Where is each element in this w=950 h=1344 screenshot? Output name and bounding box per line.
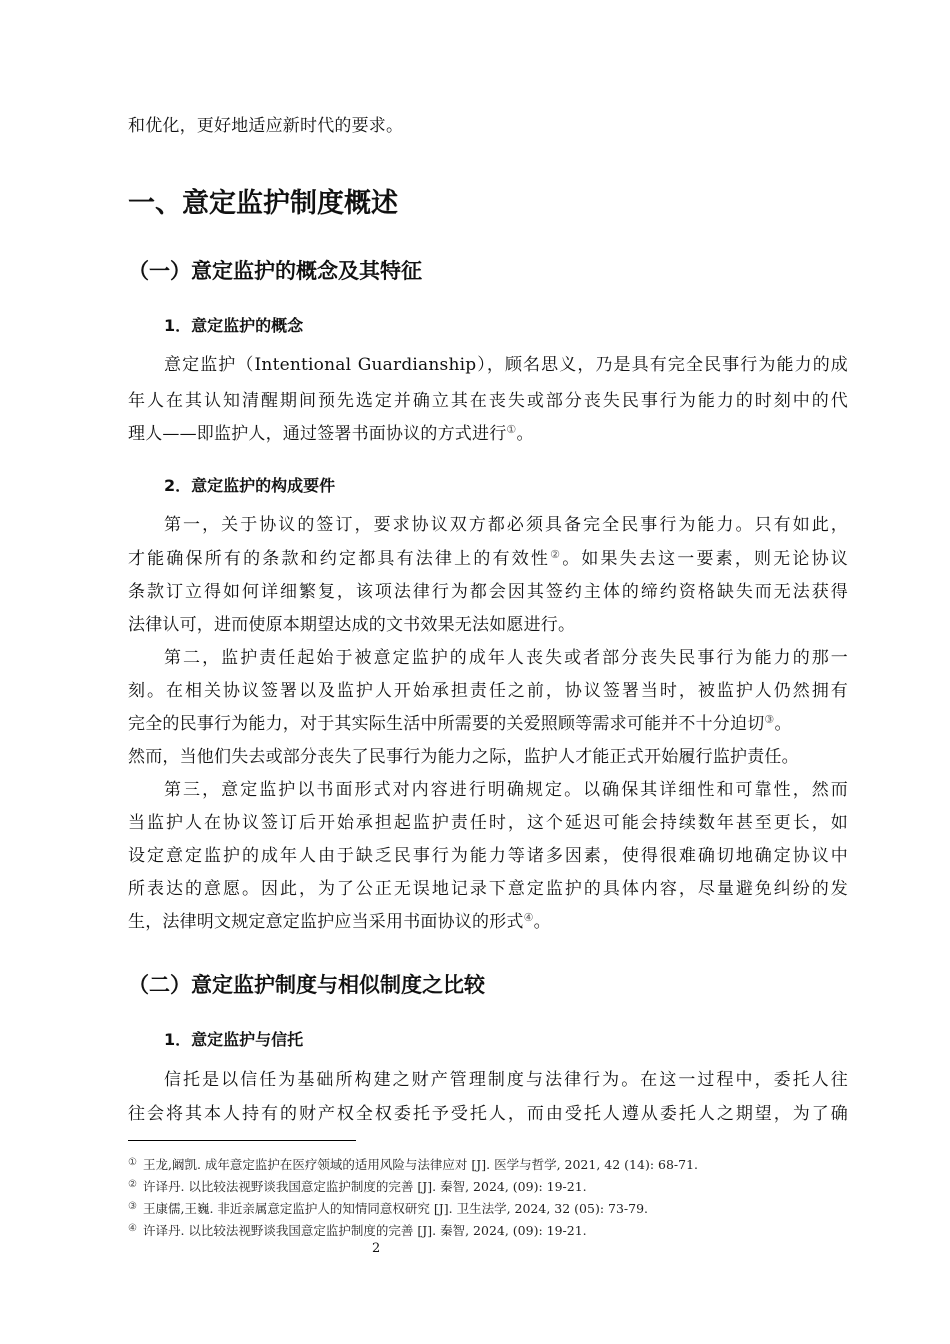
page-number: 2 [372, 1241, 381, 1256]
concept-line: 年人在其认知清醒期间预先选定并确立其在丧失或部分丧失民事行为能力的时刻中的代 [128, 391, 848, 411]
paragraph-line: 第三，意定监护以书面形式对内容进行明确规定。以确保其详细性和可靠性，然而 [164, 780, 848, 800]
paragraph-line-tail: 。 [533, 912, 551, 932]
concept-line [128, 424, 848, 444]
footnote-ref-2[interactable]: ② [550, 548, 563, 561]
paragraph-line: 条款订立得如何详细繁复，该项法律行为都会因其签约主体的缔约资格缺失而无法获得 [128, 582, 848, 602]
paragraph-line-tail: 。如果失去这一要素，则无论协议 [562, 549, 849, 569]
footnote-text: 许译丹. 以比较法视野谈我国意定监护制度的完善 [J]. 秦智, 2024, (09): 19-21. [142, 1223, 587, 1238]
paragraph-line-tail: 。 [774, 714, 792, 734]
section-title: 一、意定监护制度概述 [128, 188, 398, 219]
footnote-1 [128, 1155, 848, 1173]
footnote-text: 王龙,阚凯. 成年意定监护在医疗领域的适用风险与法律应对 [J]. 医学与哲学, 2021, 42 (14): 68-71. [142, 1157, 699, 1172]
footnote-mark: ④ [128, 1223, 137, 1234]
footnote-3 [128, 1199, 848, 1217]
intro-line: 和优化，更好地适应新时代的要求。 [128, 116, 404, 136]
subsection-title-1: （一）意定监护的概念及其特征 [128, 259, 422, 283]
paragraph-line: 然而，当他们失去或部分丧失了民事行为能力之际，监护人才能正式开始履行监护责任。 [128, 747, 799, 767]
concept-line: 意定监护（Intentional Guardianship），顾名思义，乃是具有完全民事行为能力的成 [164, 355, 848, 375]
paragraph-line [128, 549, 848, 569]
footnote-mark: ① [128, 1157, 137, 1168]
paragraph-line: 当监护人在协议签订后开始承担起监护责任时，这个延迟可能会持续数年甚至更长，如 [128, 813, 848, 833]
paragraph-line: 信托是以信任为基础所构建之财产管理制度与法律行为。在这一过程中，委托人往 [164, 1070, 848, 1090]
paragraph-line-text: 生，法律明文规定意定监护应当采用书面协议的形式 [128, 912, 524, 932]
footnote-text: 王康儒,王巍. 非近亲属意定监护人的知情同意权研究 [J]. 卫生法学, 2024, 32 (05): 73-79. [142, 1201, 649, 1216]
footnote-ref-3[interactable]: ③ [764, 713, 775, 726]
paragraph-line [128, 912, 848, 932]
footnote-mark: ② [128, 1179, 137, 1190]
paragraph-line: 设定意定监护的成年人由于缺乏民事行为能力等诸多因素，使得很难确切地确定协议中 [128, 846, 848, 866]
concept-line-tail: 。 [516, 424, 534, 444]
paragraph-line: 法律认可，进而使原本期望达成的文书效果无法如愿进行。 [128, 615, 576, 635]
paragraph-line-text: 完全的民事行为能力，对于其实际生活中所需要的关爱照顾等需求可能并不十分迫切 [128, 714, 765, 734]
footnote-4 [128, 1221, 848, 1239]
footnote-mark: ③ [128, 1201, 137, 1212]
paragraph-line: 第一，关于协议的签订，要求协议双方都必须具备完全民事行为能力。只有如此， [164, 515, 848, 535]
subsection-title-2: （二）意定监护制度与相似制度之比较 [128, 973, 485, 997]
paragraph-line: 第二，监护责任起始于被意定监护的成年人丧失或者部分丧失民事行为能力的那一 [164, 648, 848, 668]
paragraph-line [128, 714, 848, 734]
paragraph-line-text: 才能确保所有的条款和约定都具有法律上的有效性 [128, 549, 551, 569]
paragraph-line: 所表达的意愿。因此，为了公正无误地记录下意定监护的具体内容，尽量避免纠纷的发 [128, 879, 848, 899]
concept-line-text: 理人——即监护人，通过签署书面协议的方式进行 [128, 424, 507, 444]
item-title-trust: 1．意定监护与信托 [164, 1030, 304, 1049]
footnote-text: 许译丹. 以比较法视野谈我国意定监护制度的完善 [J]. 秦智, 2024, (09): 19-21. [142, 1179, 587, 1194]
footnote-ref-4[interactable]: ④ [523, 911, 534, 924]
paragraph-line: 刻。在相关协议签署以及监护人开始承担责任之前，协议签署当时，被监护人仍然拥有 [128, 681, 848, 701]
item-title-elements: 2．意定监护的构成要件 [164, 476, 336, 495]
paragraph-line: 往会将其本人持有的财产权全权委托予受托人，而由受托人遵从委托人之期望，为了确 [128, 1104, 848, 1124]
footnote-separator [128, 1140, 356, 1141]
item-title-concept: 1．意定监护的概念 [164, 316, 304, 335]
footnote-ref-1[interactable]: ① [506, 423, 517, 436]
footnote-2 [128, 1177, 848, 1195]
